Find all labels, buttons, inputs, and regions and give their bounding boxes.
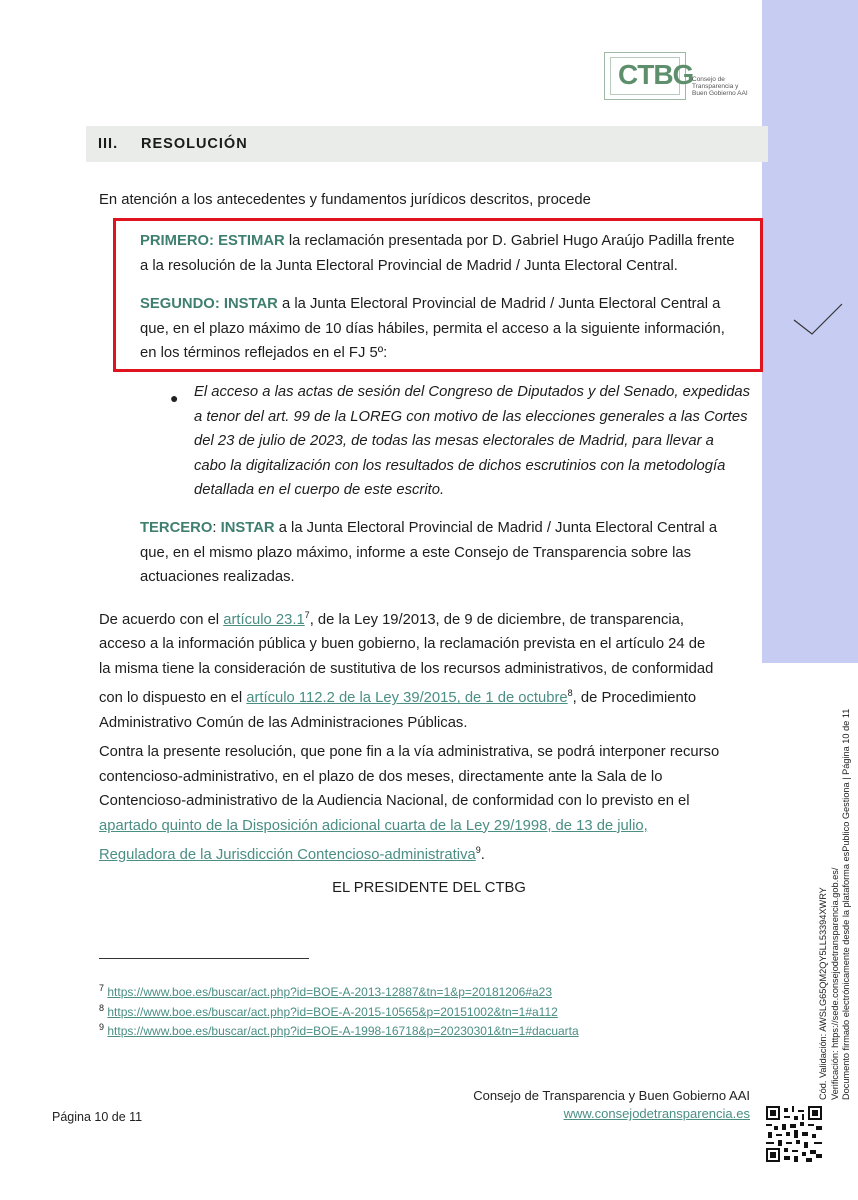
recurso-paragraph: De acuerdo con el artículo 23.1$^7$, de la Ley 19/2013, de 9 de diciembre, de transparencia, acceso a la información pública y buen gobierno, la reclamación prevista en el artículo 24 de la misma tiene la consideración de sustitutiva de los recursos administrativos, de conformidad con lo dispuesto en el artículo 112.2 de la Ley 39/2015, de 1 de octubre$^8$, de Procedimiento Administrativo Común de las Administraciones Públicas.: [99, 610, 714, 731]
footer-website-link[interactable]: www.consejodetransparencia.es: [563, 1106, 750, 1121]
primero-paragraph: PRIMERO: ESTIMAR la reclamación presentada por D. Gabriel Hugo Araújo Padilla frente a la resolución de la Junta Electoral Provincial de Madrid / Junta Electoral Central.: [140, 233, 735, 274]
footnote-link[interactable]: https://www.boe.es/buscar/act.php?id=BOE-A-1998-16718&p=20230301&tn=1#dacuarta: [107, 1024, 579, 1038]
tercero-paragraph: TERCERO: INSTAR a la Junta Electoral Provincial de Madrid / Junta Electoral Central a que, en el mismo plazo máximo, informe a este Consejo de Transparencia sobre las actuaciones realizadas.: [140, 520, 718, 585]
bullet-marker: ●: [170, 390, 179, 406]
footnote-9: $^9$ https://www.boe.es/buscar/act.php?id=BOE-A-1998-16718&p=20230301&tn=1#dacuarta: [99, 1022, 579, 1038]
contencioso-paragraph: Contra la presente resolución, que pone fin a la vía administrativa, se podrá interponer recurso contencioso-administrativo, en el plazo de dos meses, directamente ante la Sala de lo Contencioso-administrativo de la Audiencia Nacional, de conformidad con lo previsto en el apartado quinto de la Disposición adicional cuarta de la Ley 29/1998, de 13 de julio, Reguladora de la Jurisdicción Contencioso-administrativa$^9$.: [99, 744, 720, 863]
jurisdiccion-contenciosa-link[interactable]: Reguladora de la Jurisdicción Contencioso-administrativa: [99, 846, 476, 863]
footnote-separator: [99, 958, 309, 959]
disposicion-adicional-link[interactable]: apartado quinto de la Disposición adicional cuarta de la Ley 29/1998, de 13 de julio,: [99, 817, 648, 834]
footnote-8: $^8$ https://www.boe.es/buscar/act.php?id=BOE-A-2015-10565&p=20151002&tn=1#a112: [99, 1003, 558, 1019]
qr-code-icon: [766, 1106, 822, 1162]
section-number: III.: [98, 136, 119, 152]
logo-acronym: CTBG: [618, 59, 694, 90]
segundo-paragraph: SEGUNDO: INSTAR a la Junta Electoral Provincial de Madrid / Junta Electoral Central a que, en el plazo máximo de 10 días hábiles, permita el acceso a la siguiente información, en los términos reflejados en el FJ 5º:: [140, 296, 725, 361]
page-number: Página 10 de 11: [52, 1110, 143, 1124]
articulo-112-2-link[interactable]: artículo 112.2 de la Ley 39/2015, de 1 de octubre: [246, 690, 568, 707]
signature-line: EL PRESIDENTE DEL CTBG: [332, 880, 526, 896]
checkmark-annotation-icon: [790, 300, 846, 340]
footnote-link[interactable]: https://www.boe.es/buscar/act.php?id=BOE-A-2013-12887&tn=1&p=20181206#a23: [107, 985, 553, 999]
bullet-item: El acceso a las actas de sesión del Congreso de Diputados y del Senado, expedidas a tenor del art. 99 de la LOREG con motivo de las elecciones generales a las Cortes del 23 de julio de 2023, de todas las mesas electorales de Madrid, para llevar a cabo la digitalización con los resultados de dichos escrutinios con la metodología detallada en el cuerpo de este escrito.: [194, 384, 751, 498]
articulo-23-1-link[interactable]: artículo 23.1: [223, 611, 305, 628]
footnote-7: $^7$ https://www.boe.es/buscar/act.php?id=BOE-A-2013-12887&tn=1&p=20181206#a23: [99, 983, 553, 999]
verification-stamp: Cód. Validación: AWSLG65QM2QY5LL53394XWRY Verificación: https://sede.consejodetransparencia.gob.es/ Documento firmado electrónicamente desde la plataforma esPublico Gestiona | Página 10 de 11: [818, 708, 851, 1100]
ctbg-logo: [604, 52, 754, 106]
section-heading: [86, 126, 768, 162]
footnote-link[interactable]: https://www.boe.es/buscar/act.php?id=BOE-A-2015-10565&p=20151002&tn=1#a112: [107, 1005, 558, 1019]
footer-organization: Consejo de Transparencia y Buen Gobierno AAI: [473, 1088, 750, 1103]
section-title: RESOLUCIÓN: [141, 136, 248, 152]
logo-subtitle: Consejo de Transparencia y Buen Gobierno AAI: [692, 76, 748, 97]
intro-text: En atención a los antecedentes y fundamentos jurídicos descritos, procede: [99, 192, 591, 208]
